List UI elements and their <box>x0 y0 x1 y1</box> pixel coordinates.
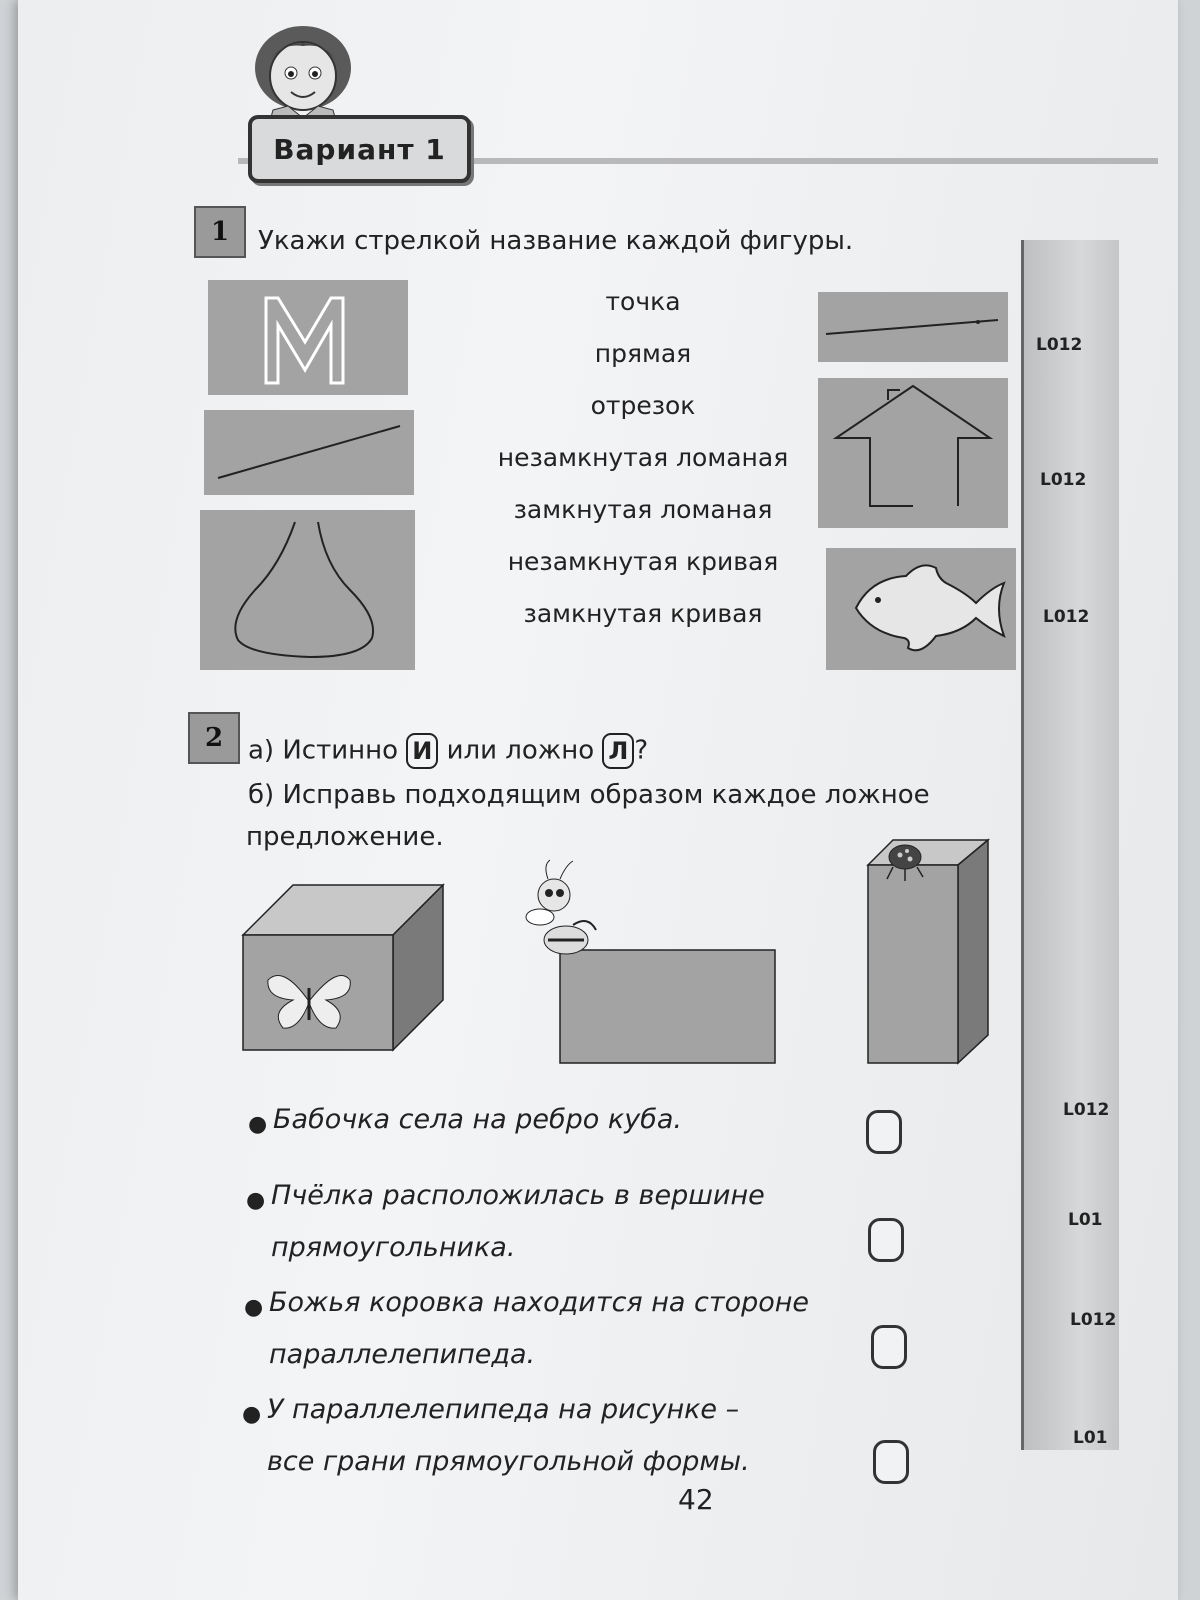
statement-4-line1: У параллелепипеда на рисунке – <box>267 1394 740 1425</box>
statement-2 <box>271 1170 765 1274</box>
bee-icon <box>526 860 596 954</box>
term-line: прямая <box>594 339 692 368</box>
variant-label: Вариант 1 <box>273 132 446 166</box>
figure-drop <box>200 510 415 670</box>
figure-letter-m <box>208 280 408 395</box>
cube-with-butterfly <box>238 880 448 1075</box>
statement-1 <box>273 1094 682 1146</box>
part-a-prefix: а) Истинно <box>248 735 399 766</box>
answer-box-3[interactable] <box>871 1325 907 1369</box>
girl-mascot-icon <box>243 18 363 128</box>
margin-sidebar <box>1021 240 1119 1450</box>
figure-fish <box>826 548 1016 670</box>
answer-box-2[interactable] <box>868 1218 904 1262</box>
bullet-dot: ● <box>242 1402 262 1427</box>
figure-segment <box>204 410 414 495</box>
statement-3 <box>269 1277 809 1381</box>
bullet-dot: ● <box>248 1112 268 1137</box>
letter-m-closed-polyline-icon <box>208 280 408 395</box>
parallelepiped-with-ladybug <box>863 835 993 1067</box>
term-open-polyline: незамкнутая ломаная <box>497 443 789 472</box>
statement-3-line1: Божья коровка находится на стороне <box>269 1287 810 1318</box>
sidebar-code: L01 <box>1073 1428 1108 1448</box>
rectangle-with-bee <box>518 855 788 1065</box>
sidebar-code: L012 <box>1070 1310 1117 1330</box>
fish-closed-curve-icon <box>826 548 1016 670</box>
sidebar-code: L012 <box>1043 607 1090 627</box>
term-point: точка <box>605 287 681 316</box>
term-closed-curve: замкнутая кривая <box>523 599 763 628</box>
sidebar-code: L012 <box>1063 1100 1110 1120</box>
task-1-number: 1 <box>194 206 246 258</box>
task-1-instruction: Укажи стрелкой название каждой фигуры. <box>258 226 854 256</box>
sidebar-code: L012 <box>1040 470 1087 490</box>
task-2-part-b-line1: б) Исправь подходящим образом каждое ложное <box>248 780 930 810</box>
line-segment-icon <box>204 410 414 495</box>
figure-straight-line <box>818 292 1008 362</box>
bullet-dot: ● <box>246 1188 266 1213</box>
sidebar-code: L012 <box>1036 335 1083 355</box>
house-open-polyline-icon <box>818 378 1008 528</box>
part-a-suffix: ? <box>634 735 649 766</box>
term-open-curve: незамкнутая кривая <box>507 547 779 576</box>
figure-house <box>818 378 1008 528</box>
sidebar-code: L01 <box>1068 1210 1103 1230</box>
statement-4 <box>267 1384 750 1488</box>
statement-4-line2: все грани прямоугольной формы. <box>267 1446 750 1477</box>
straight-line-icon <box>818 292 1008 362</box>
statement-2-line2: прямоугольника. <box>271 1232 516 1263</box>
statement-3-line2: параллелепипеда. <box>269 1339 536 1370</box>
task-2-part-b-line2: предложение. <box>246 822 444 852</box>
statement-2-line1: Пчёлка расположилась в вершине <box>271 1180 765 1211</box>
variant-badge <box>248 115 471 183</box>
answer-box-1[interactable] <box>866 1110 902 1154</box>
page-number: 42 <box>678 1483 714 1516</box>
term-segment: отрезок <box>590 391 696 420</box>
true-letter-badge: И <box>406 733 438 769</box>
statement-1-line1: Бабочка села на ребро куба. <box>273 1104 682 1135</box>
workbook-page <box>18 0 1178 1600</box>
false-letter-badge: Л <box>602 733 634 769</box>
task-2-part-a <box>248 733 648 769</box>
term-closed-polyline: замкнутая ломаная <box>513 495 773 524</box>
answer-box-4[interactable] <box>873 1440 909 1484</box>
part-a-middle: или ложно <box>446 735 595 766</box>
open-curve-drop-icon <box>200 510 415 670</box>
bullet-dot: ● <box>244 1295 264 1320</box>
task-2-number: 2 <box>188 712 240 764</box>
